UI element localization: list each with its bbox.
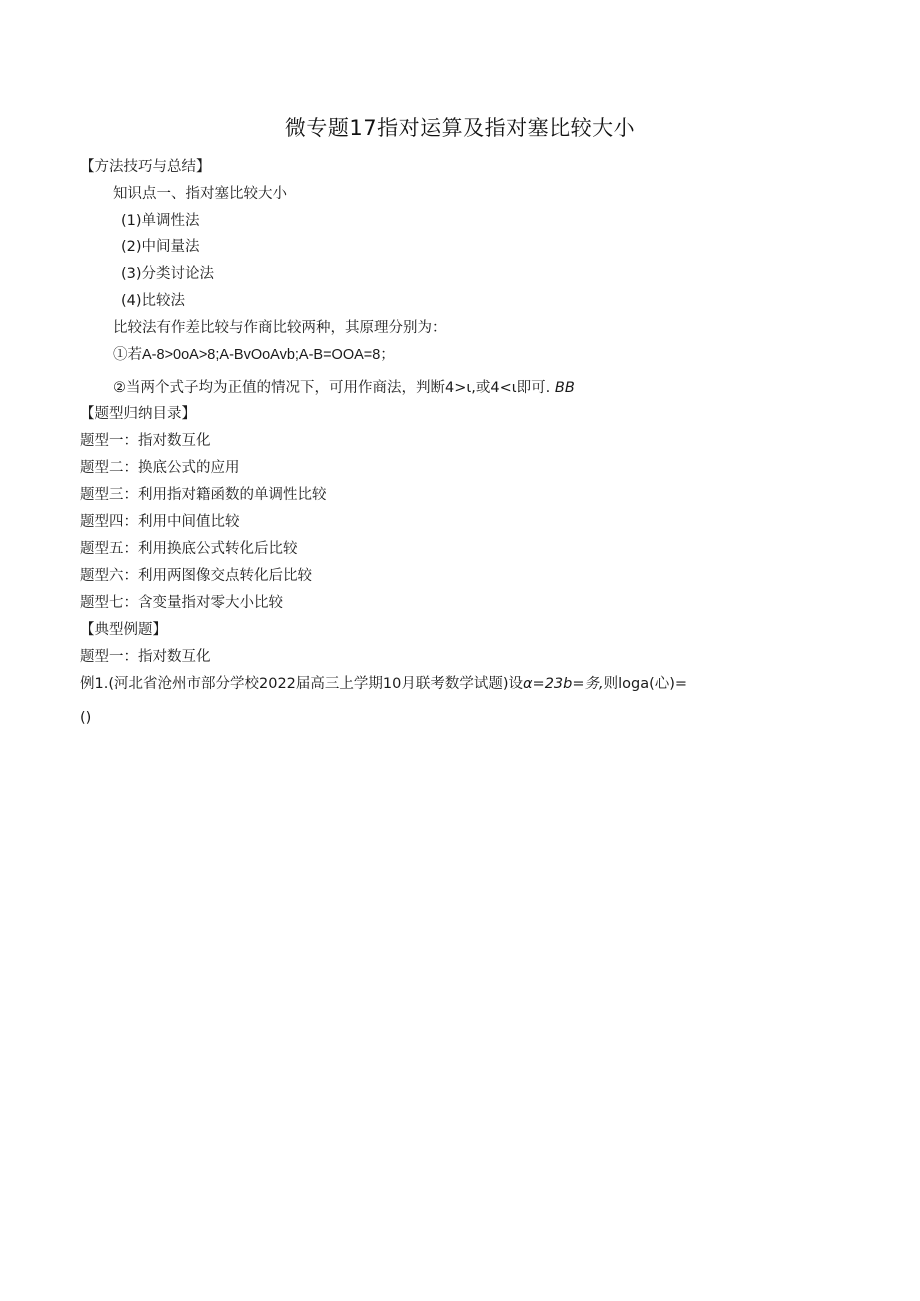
- type1-heading: 题型一：指对数互化: [80, 649, 211, 665]
- type-item-1: 题型一：指对数互化: [80, 433, 211, 449]
- compare-intro: 比较法有作差比较与作商比较两种，其原理分别为：: [113, 320, 447, 336]
- type-item-7: 题型七：含变量指对零大小比较: [80, 595, 283, 611]
- method-2: (2)中间量法: [121, 239, 200, 255]
- example-1-math: α=23b=务,: [523, 676, 604, 692]
- examples-header: 【典型例题】: [80, 622, 167, 638]
- knowledge-point: 知识点一、指对塞比较大小: [113, 186, 287, 202]
- example-1-prefix: 例1.(河北省沧州市部分学校2022届高三上学期10月联考数学试题)设: [80, 676, 523, 692]
- type-item-4: 题型四：利用中间值比较: [80, 514, 240, 530]
- page-title: 微专题17指对运算及指对塞比较大小: [284, 116, 636, 140]
- rule-2-text: ②当两个式子均为正值的情况下，可用作商法，判断4>ι,或4<ι即可.: [113, 380, 551, 396]
- example-1: [80, 674, 687, 694]
- type-item-2: 题型二：换底公式的应用: [80, 460, 240, 476]
- example-1-answer: (): [80, 710, 92, 726]
- rule-2: [113, 378, 575, 398]
- method-1: (1)单调性法: [121, 213, 200, 229]
- method-4: (4)比较法: [121, 293, 186, 309]
- example-1-suffix: 则loga(心)=: [603, 676, 688, 692]
- method-3: (3)分类讨论法: [121, 266, 215, 282]
- rule-2-tail: BB: [554, 380, 575, 396]
- methods-header: 【方法技巧与总结】: [80, 159, 211, 175]
- type-item-5: 题型五：利用换底公式转化后比较: [80, 541, 298, 557]
- type-item-6: 题型六：利用两图像交点转化后比较: [80, 568, 312, 584]
- type-item-3: 题型三：利用指对籍函数的单调性比较: [80, 487, 327, 503]
- catalog-header: 【题型归纳目录】: [80, 406, 196, 422]
- rule-1: ①若A-8>0oA>8;A-BvOoAvb;A-B=OOA=8；: [113, 347, 395, 363]
